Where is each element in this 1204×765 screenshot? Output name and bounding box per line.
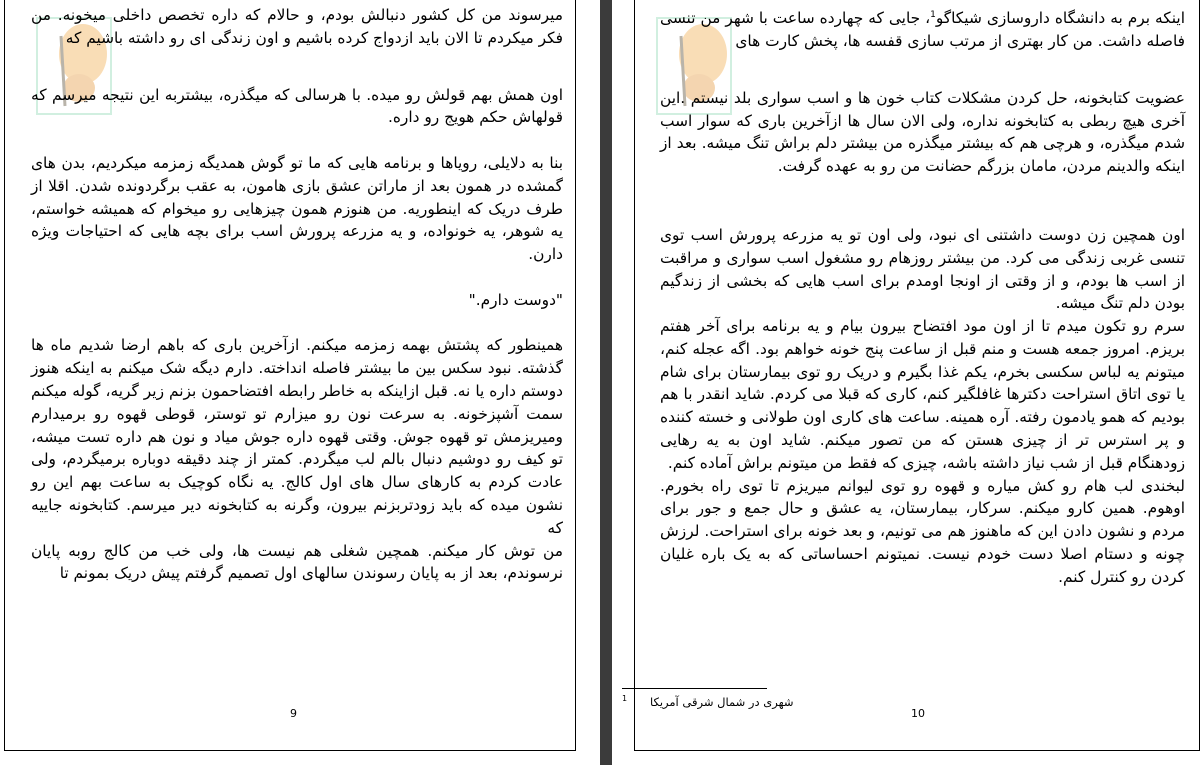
paragraph: "دوست دارم." [468,290,563,309]
footnote-text: شهری در شمال شرقی آمریکا [650,695,794,709]
page-gap-divider [600,0,612,765]
intro-text: اینکه برم به دانشگاه داروسازی شیکاگو [935,9,1185,28]
paragraph: همینطور که پشتش بهمه زمزمه میکنم. ازآخرین باری که باهم ارضا شدیم ماه ها گذشته. نبود سکس بین ما بیشتر فاصله انداخته. دارم دیگه شک میکنم به اینکه هنوز دوستم داره یا نه. قبل ازاینکه به خاطر رابطه افتضاحمون بزنم زیر گریه، گوله میکنم سمت آشپزخونه. به سرعت نون رو میزارم تو توستر، قوطی قهوه رو برمیدارم ومیریزمش تو قهوه جوش. وقتی قهوه داره جوش میاد و نون هم داره تست میشه، تو کیف رو دوشیم دنبال بالم لب میگردم. کمتر از چند دقیقه دوباره برمیگردم، ولی عادت کردم به کارهای سال های اول کالج. یه نگاه کوچیک به ساعت بهم این رو نشون میده که باید زودتربزنم بیرون، وگرنه به کتابخونه دیر میرسم. کتابخونه جاییه که [31,336,563,537]
page-body-text [31,4,563,585]
footnote-marker: 1 [622,694,628,703]
paragraph: لبخندی لب هام رو کش میاره و قهوه رو توی لیوانم میریزم تا توی راه بخورم. اوهوم. همین کارو میکنم. سرکار، بیمارستان، یه عشق و حال جمع و جور برای مردم و نشون دادن این که ماهنوز هم می تونیم، و بعد خونه برای استراحت. لرزش چونه و دستام اصلا دست خودم نیست. نمیتونم احساساتی که به یک باره غلیان کردن رو کنترل کنم. [660,476,1185,586]
footnote-reference: 1 [930,10,936,20]
intro-text-continued: ، جایی که چهارده ساعت با شهر من تنسی فاصله داشت. من کار بهتری از مرتب سازی قفسه ها، پخش کارت های [660,9,1185,50]
paragraph: عضویت کتابخونه، حل کردن مشکلات کتاب خون ها و اسب سواری بلد نیستم .این آخری هیچ ربطی به کتابخونه نداره، ولی الان سال ها ازآخرین باری که سوار اسب شدم میگذره، و هرچی هم که بیشتر میگذره من بیشتر دلم براش تنگ میشه. بعد از اینکه والدینم مردن، مامان بزرگم حضانت من رو به عهده گرفت. [660,88,1185,176]
page-body-text [660,4,1185,589]
paragraph: بنا به دلایلی، رویاها و برنامه هایی که ما تو گوش همدیگه زمزمه میکردیم، بدن های گمشده در همون بعد از ماراتن عشق بازی هامون، به عقب برگردونده شدن. اقلا از طرف دریک که اینطوریه. من هنوزم همون چیزهایی رو میخوام که همیشه خواستم، یه شوهر، یه خونواده، و یه مزرعه پرورش اسب برای بچه هایی که احتیاجات ویژه دارن. [31,153,563,264]
page-number: 9 [290,707,297,720]
paragraph: میرسوند من کل کشور دنبالش بودم، و حالام که داره تخصص داخلی میخونه. من فکر میکردم تا الان باید ازدواج کرده باشیم و اون زندگی ای رو داشته باشیم که [31,6,563,47]
paragraph: اون همش بهم قولش رو میده. با هرسالی که میگذره، بیشتربه این نتیجه میرسم که قولهاش حکم هویج رو داره. [31,85,563,127]
document-page-10 [634,0,1200,751]
footnote-separator [622,688,767,689]
paragraph [660,4,1185,53]
paragraph: اون همچین زن دوست داشتنی ای نبود، ولی اون تو یه مزرعه پرورش اسب توی تنسی غربی زندگی می کرد. من بیشتر روزهام رو مشغول اسب سواری و مراقبت از اسب ها بودم، و از وقتی از اونجا اومدم برای اسب هایی که بخشی از زندگیم بودن دلم تنگ میشه. [660,225,1185,313]
page-number: 10 [911,707,925,720]
paragraph: من توش کار میکنم. همچین شغلی هم نیست ها، ولی خب من کالج روبه پایان نرسوندم، بعد از به پایان رسوندن سالهای اول تصمیم گرفتم پیش دریک بمونم تا [31,541,563,583]
paragraph: سرم رو تکون میدم تا از اون مود افتضاح بیرون بیام و یه برنامه برای آخر هفتم بریزم. امروز جمعه هست و منم قبل از ساعت پنج خونه خواهم بود. اگه عجله کنم، میتونم یه لباس سکسی بخرم، یکم غذا بگیرم و دریک رو توی بیمارستان برای شام یا توی اتاق استراحت دکترها غافلگیر کنم، کاری که قبلا می کردم. شاید انقدر با هم بودیم که همو یادمون رفته. آره همینه. ساعت های کاری اون طولانی و خسته کننده و پر استرس تر از چیزی هستن که من تصور میکنم. شاید اون به یه رهایی زودهنگام قبل از شب نیاز داشته باشه، چیزی که فقط من میتونم براش آماده کنم. [660,317,1185,472]
document-page-9 [4,0,576,751]
